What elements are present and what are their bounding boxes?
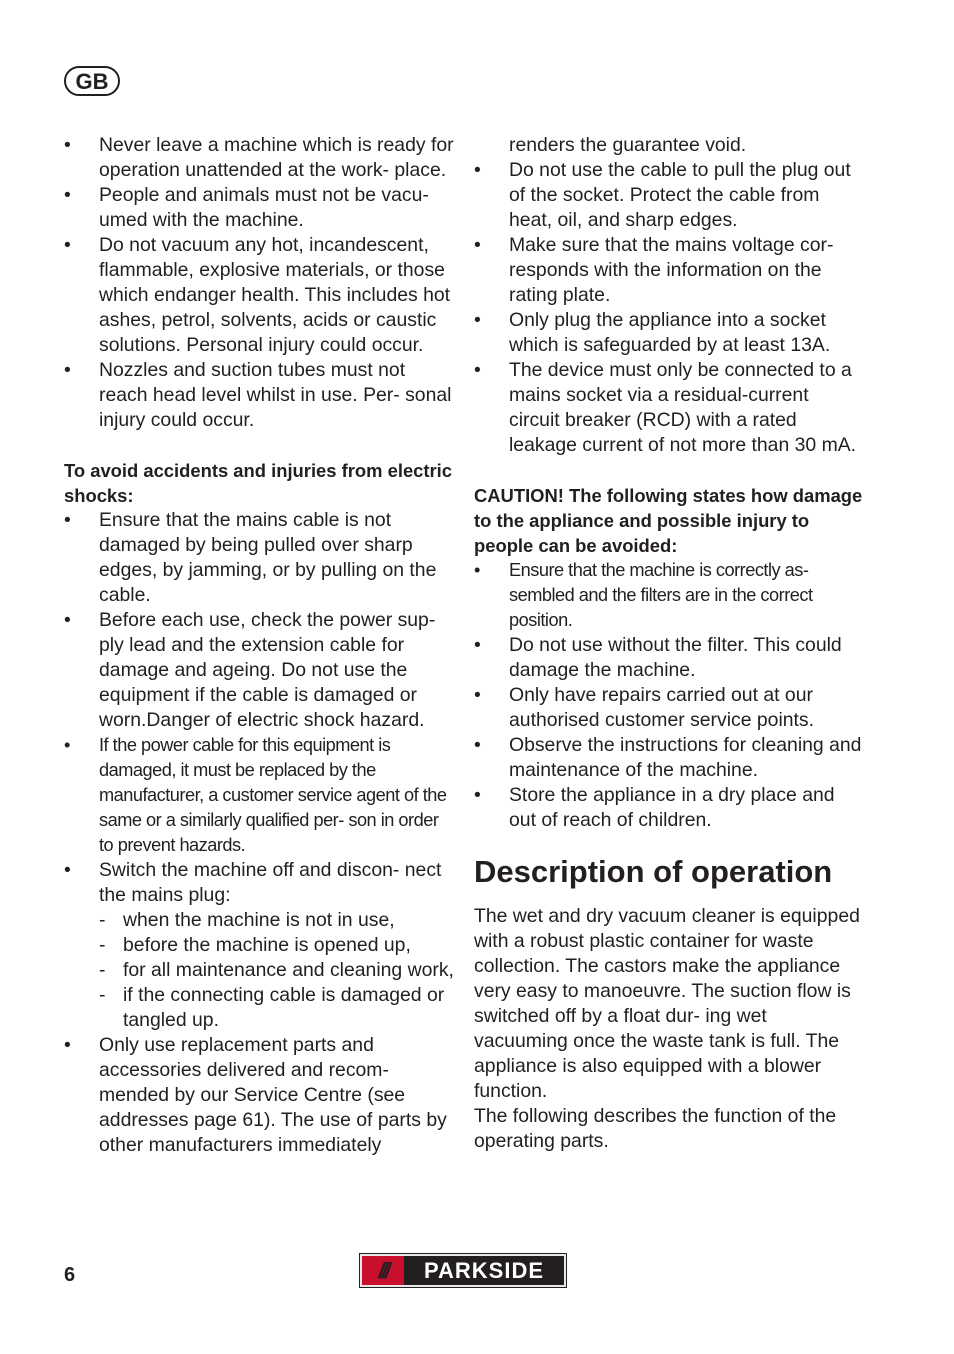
left-column [64, 133, 454, 1158]
list-item: • Store the appliance in a dry place and out of reach of children. [474, 783, 864, 833]
list-item: • Nozzles and suction tubes must not reach head level whilst in use. Per- sonal injury could occur. [64, 358, 454, 433]
logo-slashes: /// [378, 1257, 388, 1283]
list-item: • Do not use the cable to pull the plug out of the socket. Protect the cable from heat, oil, and sharp edges. [474, 158, 864, 233]
sub-list-item: - when the machine is not in use, [99, 908, 454, 933]
list-item: • Make sure that the mains voltage cor- responds with the information on the rating plate. [474, 233, 864, 308]
list-item-text: Switch the machine off and discon- nect the mains plug: [99, 859, 442, 906]
list-item: • Do not use without the filter. This could damage the machine. [474, 633, 864, 683]
list-item: • Observe the instructions for cleaning and maintenance of the machine. [474, 733, 864, 783]
sub-list-item: - for all maintenance and cleaning work, [99, 958, 454, 983]
safety-list-general [64, 133, 454, 433]
list-item: • Ensure that the machine is correctly as- sembled and the filters are in the correct position. [474, 558, 864, 633]
list-item: • Never leave a machine which is ready for operation unattended at the work- place. [64, 133, 454, 183]
safety-list-electric [64, 508, 454, 1158]
caution-list [474, 558, 864, 833]
description-paragraph-2: The following describes the function of the operating parts. [474, 1105, 837, 1152]
list-item: • Only plug the appliance into a socket which is safeguarded by at least 13A. [474, 308, 864, 358]
sub-list [99, 908, 454, 1033]
list-item: • Only have repairs carried out at our authorised customer service points. [474, 683, 864, 733]
continued-text: renders the guarantee void. [509, 134, 747, 156]
electric-shock-heading: To avoid accidents and injuries from electric shocks: [64, 460, 453, 506]
list-item: • Before each use, check the power sup- ply lead and the extension cable for damage and ageing. Do not use the equipment if the cable is damaged or worn.Danger of electric shock hazard. [64, 608, 454, 733]
section-title: Description of operation [474, 854, 833, 889]
list-item: • Only use replacement parts and accessories delivered and recom- mended by our Service Centre (see addresses page 61). The use of parts by other manufacturers immediately [64, 1033, 454, 1158]
caution-heading: CAUTION! The following states how damage to the appliance and possible injury to people can be avoided: [474, 485, 863, 556]
list-item: • The device must only be connected to a mains socket via a residual-current circuit breaker (RCD) with a rated leakage current of not more than 30 mA. [474, 358, 864, 458]
language-badge: GB [64, 66, 120, 96]
safety-list-electric-cont [474, 158, 864, 458]
parkside-logo [360, 1254, 566, 1287]
list-item: • Do not vacuum any hot, incandescent, flammable, explosive materials, or those which endanger health. This includes hot ashes, petrol, solvents, acids or caustic solutions. Personal injury could occur. [64, 233, 454, 358]
page-number: 6 [64, 1264, 76, 1286]
description-paragraph: The wet and dry vacuum cleaner is equipped with a robust plastic container for waste collection. The castors make the appliance very easy to manoeuvre. The suction flow is switched off by a float dur- ing wet vacuuming once the waste tank is full. The appliance is also equipped with a blower function. [474, 905, 860, 1102]
right-column [474, 133, 864, 1154]
sub-list-item: - if the connecting cable is damaged or tangled up. [99, 983, 454, 1033]
list-item: • People and animals must not be vacu- umed with the machine. [64, 183, 454, 233]
list-item: • If the power cable for this equipment is damaged, it must be replaced by the manufacturer, a customer service agent of the same or a similarly qualified per- son in order to prevent hazards. [64, 733, 454, 858]
list-item [64, 858, 454, 1033]
logo-text: PARKSIDE [404, 1256, 564, 1285]
sub-list-item: - before the machine is opened up, [99, 933, 454, 958]
list-item: • Ensure that the mains cable is not damaged by being pulled over sharp edges, by jamming, or by pulling on the cable. [64, 508, 454, 608]
